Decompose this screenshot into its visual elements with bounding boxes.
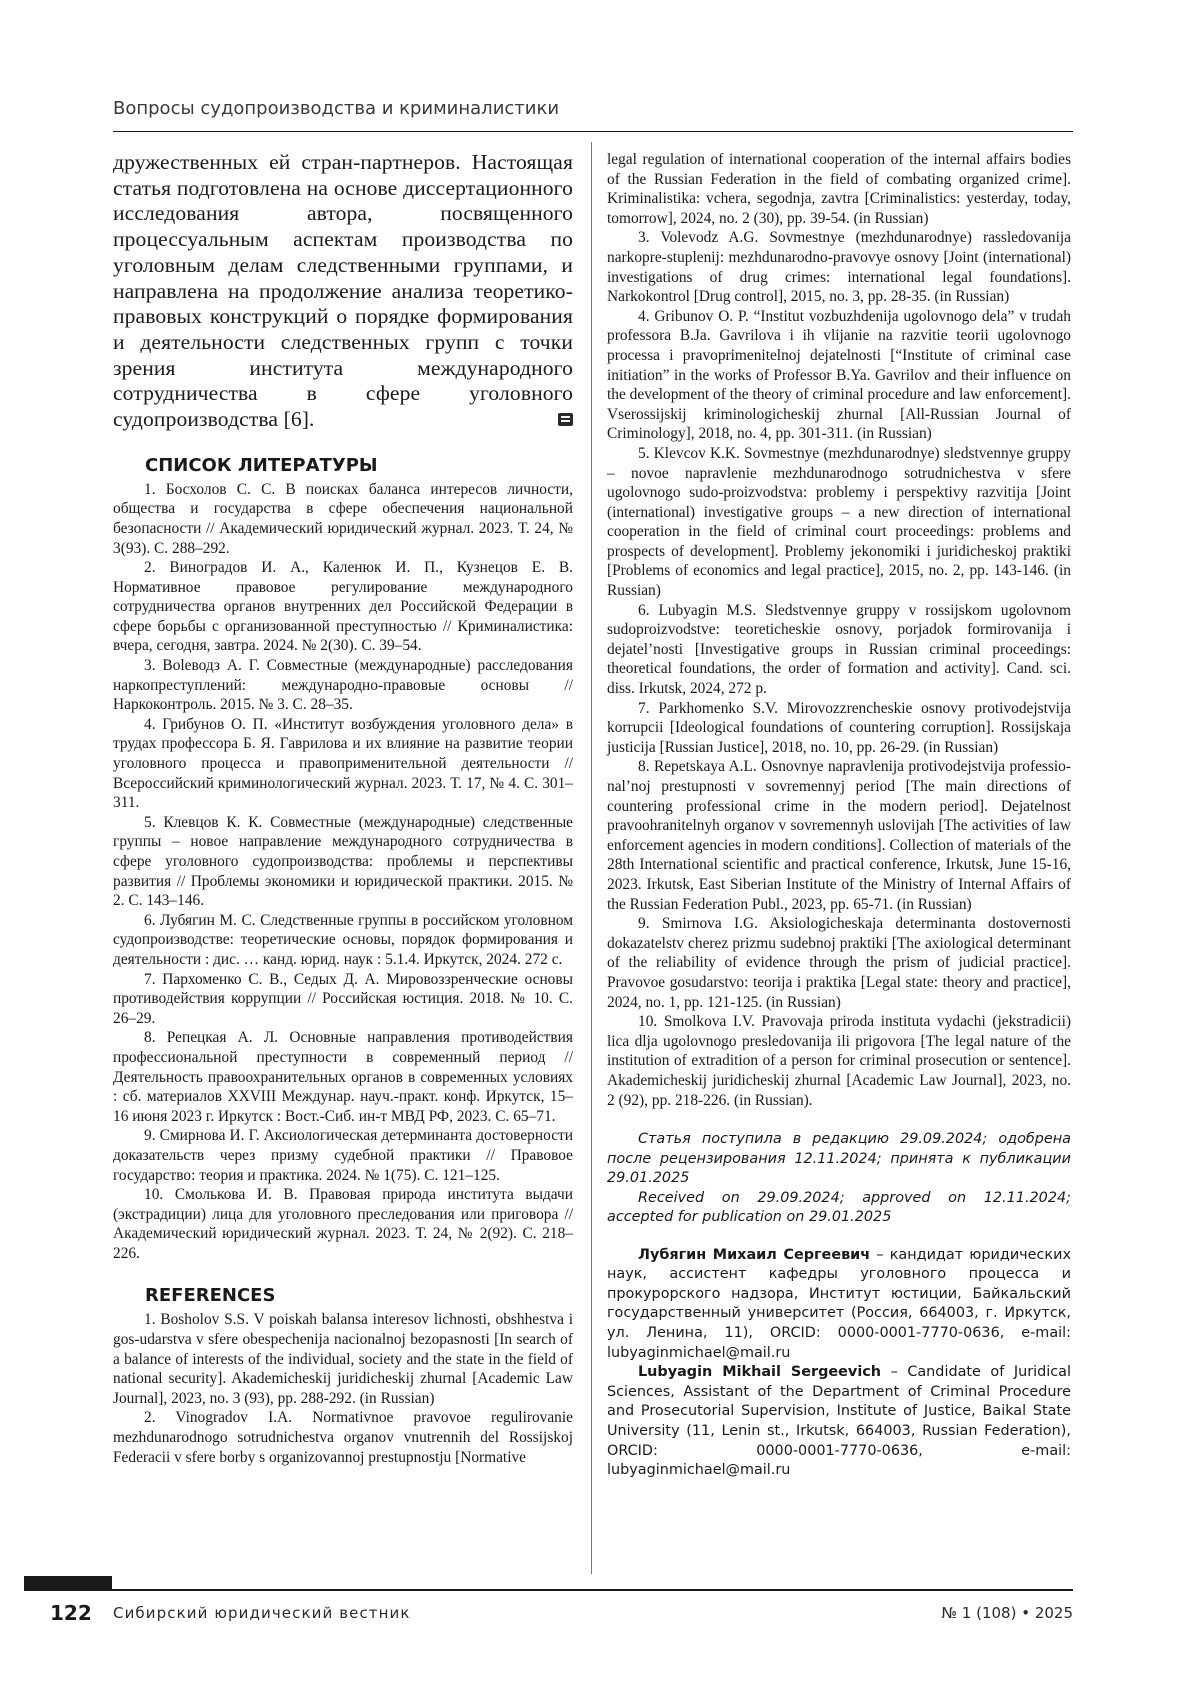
section-title: Вопросы судопроизводства и криминалистики xyxy=(113,98,560,119)
header-rule xyxy=(113,131,1073,132)
submission-notes xyxy=(607,1130,1071,1228)
literature-item: 6. Лубягин М. С. Следственные группы в российском уголовном судопроизводстве: теоретические основы, порядок формирования и деятельности : дис. … канд. юрид. наук : 5.1.4. Иркутск, 2024. 272 с. xyxy=(113,911,573,968)
reference-item: 1. Bosholov S.S. V poiskah balansa interesov lichnosti, obshhestva i gos-udarstva v sfere obespechenija nacionalnoj bezopasnosti [In search of a balance of interests of the individual, society and the state in the field of national security]. Akademicheskij juridicheskij zhurnal [Academic Law Journal], 2023, no. 3 (93), pp. 288-292. (in Russian) xyxy=(113,1311,573,1407)
reference-item: 9. Smirnova I.G. Aksiologicheskaja determinanta dostovernosti dokazatelstv cherez prizmu sudebnoj praktiki [The axiological determinant of the reliability of evidence through the prism of judicial practice]. Pravovoe gosudarstvo: teorija i praktika [Legal state: theory and practice], 2024, no. 1, pp. 121-125. (in Russian) xyxy=(607,915,1071,1011)
author-ru xyxy=(607,1246,1071,1364)
author-info xyxy=(607,1246,1071,1481)
literature-item: 9. Смирнова И. Г. Аксиологическая детерминанта достоверности доказательств через призму судебной практики // Правовое государство: теория и практика. 2024. № 1(75). С. 121–125. xyxy=(113,1127,573,1184)
reference-item: 6. Lubyagin M.S. Sledstvennye gruppy v rossijskom ugolovnom sudoproizvodstve: teoreticheskie osnovy, porjadok formirovanija i dejatel’nosti [Investigative groups in Russian criminal proceedings: theoretical foundations, the order of formation and activity]. Cand. sci. diss. Irkutsk, 2024, 272 p. xyxy=(607,601,1071,698)
reference-item-continued: legal regulation of international cooperation of the internal affairs bodies of the Russian Federation in the field of combating organized crime]. Kriminalistika: vchera, segodnja, zavtra [Criminalistics: yesterday, today, tomorrow], 2024, no. 2 (30), pp. 39-54. (in Russian) xyxy=(607,151,1071,227)
footer-rule xyxy=(24,1589,1073,1591)
submission-note-en: Received on 29.09.2024; approved on 12.11.2024; accepted for publication on 29.01.2025 xyxy=(607,1189,1071,1226)
reference-item: 5. Klevcov K.K. Sovmestnye (mezhdunarodnye) sledstvennye gruppy – novoe napravlenie mezhdunarodnogo sotrudnichestva v sfere ugolovnogo sudo-proizvodstva: problemy i perspektivy razvitija [Joint (international) investigative groups – a new direction of international cooperation in the field of criminal court proceedings: problems and prospects of development]. Problemy jekonomiki i juridicheskoj praktiki [Problems of economics and legal practice], 2015, no. 2, pp. 143-146. (in Russian) xyxy=(607,444,1071,600)
right-column xyxy=(607,150,1071,1481)
author-en xyxy=(607,1363,1071,1481)
intro-text: дружественных ей стран-партнеров. Настоящая статья подготовлена на основе диссертационного исследования автора, посвященного процессуальным аспектам производства по уголовным делам следственными группами, и направлена на продолжение анализа теоретико-правовых конструкций о порядке формирования и деятельности следственных групп с точки зрения института международного сотрудничества в сфере уголовного судопроизводства [6]. xyxy=(113,150,573,432)
author-name-en: Lubyagin Mikhail Sergeevich xyxy=(638,1364,882,1381)
author-details-en: – Candidate of Juridical Sciences, Assistant of the Department of Criminal Procedure and Prosecutorial Supervision, Institute of Justice, Baikal State University (11, Lenin st., Irkutsk, 664003, Russian Federation), ORCID: 0000-0001-7770-0636, e-mail: lubyaginmichael@mail.ru xyxy=(607,1364,1071,1479)
references-heading: REFERENCES xyxy=(145,1285,276,1307)
author-details-ru: – кандидат юридических наук, ассистент кафедры уголовного процесса и прокурорского надзора, Институт юстиции, Байкальский государственный университет (Россия, 664003, г. Иркутск, ул. Ленина, 11), ORCID: 0000-0001-7770-0636, e-mail: lubyaginmichael@mail.ru xyxy=(607,1246,1071,1361)
literature-heading: СПИСОК ЛИТЕРАТУРЫ xyxy=(145,454,378,476)
journal-name: Сибирский юридический вестник xyxy=(113,1604,411,1622)
running-header xyxy=(113,98,1073,119)
reference-item: 2. Vinogradov I.A. Normativnoe pravovoe regulirovanie mezhdunarodnogo sotrudnichestva organov vnutrennih del Rossijskoj Federacii v sfere borby s organizovannoj prestupnostju [Normative xyxy=(113,1409,573,1466)
literature-item: 3. Воleводз А. Г. Совместные (международные) расследования наркопреступлений: международно-правовые основы // Наркоконтроль. 2015. № 3. С. 28–35. xyxy=(113,657,573,714)
reference-item: 3. Volevodz A.G. Sovmestnye (mezhdunarodnye) rassledovanija narkopre-stuplenij: mezhdunarodno-pravovye osnovy [Joint (international) investigations of drug crimes: international legal foundations]. Narkokontrol [Drug control], 2015, no. 3, pp. 28-35. (in Russian) xyxy=(607,229,1071,306)
submission-note-ru: Статья поступила в редакцию 29.09.2024; одобрена после рецензирования 12.11.2024; принята к публикации 29.01.2025 xyxy=(607,1131,1071,1187)
literature-item: 7. Пархоменко С. В., Седых Д. А. Мировоззренческие основы противодействия коррупции // Российская юстиция. 2018. № 10. С. 26–29. xyxy=(113,970,573,1027)
literature-item: 5. Клевцов К. К. Совместные (международные) следственные группы – новое направление международного сотрудничества в сфере уголовного судопроизводства: проблемы и перспективы развития // Проблемы экономики и юридической практики. 2015. № 2. С. 143–146. xyxy=(113,813,573,910)
left-column xyxy=(113,150,573,1467)
literature-item: 4. Грибунов О. П. «Институт возбуждения уголовного дела» в трудах профессора Б. Я. Гаврилова и их влияние на развитие теории уголовного процесса и правоприменительной деятельности // Всероссийский криминологический журнал. 2023. Т. 17, № 4. С. 301–311. xyxy=(113,715,573,812)
reference-item: 7. Parkhomenko S.V. Mirovozzrencheskie osnovy protivodejstvija korrupcii [Ideological foundations of countering corruption]. Rossijskaja justicija [Russian Justice], 2018, no. 10, pp. 26-29. (in Russian) xyxy=(607,699,1071,756)
reference-item: 10. Smolkova I.V. Pravovaja priroda instituta vydachi (jekstradicii) lica dlja ugolovnogo presledovanija ili prigovora [The legal nature of the institution of extradition of a person for criminal prosecution or sentence]. Akademicheskij juridicheskij zhurnal [Academic Law Journal], 2023, no. 2 (92), pp. 218-226. (in Russian). xyxy=(607,1013,1071,1109)
reference-item: 4. Gribunov O. P. “Institut vozbuzhdenija ugolovnogo dela” v trudah professora B.Ja. Gavrilova i ih vlijanie na razvitie teorii ugolovnogo processa i pravoprimenitelnoj dejatelnosti [“Institute of criminal case initiation” in the works of Professor B.Ya. Gavrilov and their influence on the development of the theory of criminal procedure and law enforcement]. Vserossijskij kriminologicheskij zhurnal [All-Russian Journal of Criminology], 2018, no. 4, pp. 301-311. (in Russian) xyxy=(607,307,1071,443)
page-number: 122 xyxy=(50,1601,92,1625)
issue-info: № 1 (108) • 2025 xyxy=(941,1604,1073,1622)
footer-bar xyxy=(24,1576,112,1590)
literature-item: 8. Репецкая А. Л. Основные направления противодействия профессиональной преступности в современный период // Деятельность правоохранительных органов в современных условиях : сб. материалов XXVIII Междунар. науч.-практ. конф. Иркутск, 15–16 июня 2023 г. Иркутск : Вост.-Сиб. ин-т МВД РФ, 2023. С. 65–71. xyxy=(113,1029,573,1125)
column-divider xyxy=(591,142,592,1574)
reference-item: 8. Repetskaya A.L. Osnovnye napravlenija protivodejstvija professio-nal’noj prestupnosti v sovremennyj period [The main directions of countering professional crime in the modern period]. Dejatelnost pravoohranitelnyh organov v sovremennyh uslovijah [The activities of law enforcement agencies in modern conditions]. Collection of materials of the 28th International scientific and practical conference, Irkutsk, June 15-16, 2023. Irkutsk, East Siberian Institute of the Ministry of Internal Affairs of the Russian Federation Publ., 2023, pp. 65-71. (in Russian) xyxy=(607,758,1071,913)
literature-item: 1. Босхолов С. С. В поисках баланса интересов личности, общества и государства в сфере обеспечения национальной безопасности // Академический юридический журнал. 2023. Т. 24, № 3(93). С. 288–292. xyxy=(113,480,573,557)
literature-item: 10. Смолькова И. В. Правовая природа института выдачи (экстрадиции) лица для уголовного преследования или приговора // Академический юридический журнал. 2023. Т. 24, № 2(92). С. 218–226. xyxy=(113,1186,573,1262)
intro-paragraph xyxy=(113,150,573,433)
literature-item: 2. Виноградов И. А., Каленюк И. П., Кузнецов Е. В. Нормативное правовое регулирование международного сотрудничества органов внутренних дел Российской Федерации в сфере борьбы с организованной преступностью // Криминалистика: вчера, сегодня, завтра. 2024. № 2(30). С. 39–54. xyxy=(113,559,573,655)
author-name-ru: Лубягин Михаил Сергеевич xyxy=(638,1246,871,1263)
end-of-article-icon xyxy=(558,413,573,426)
